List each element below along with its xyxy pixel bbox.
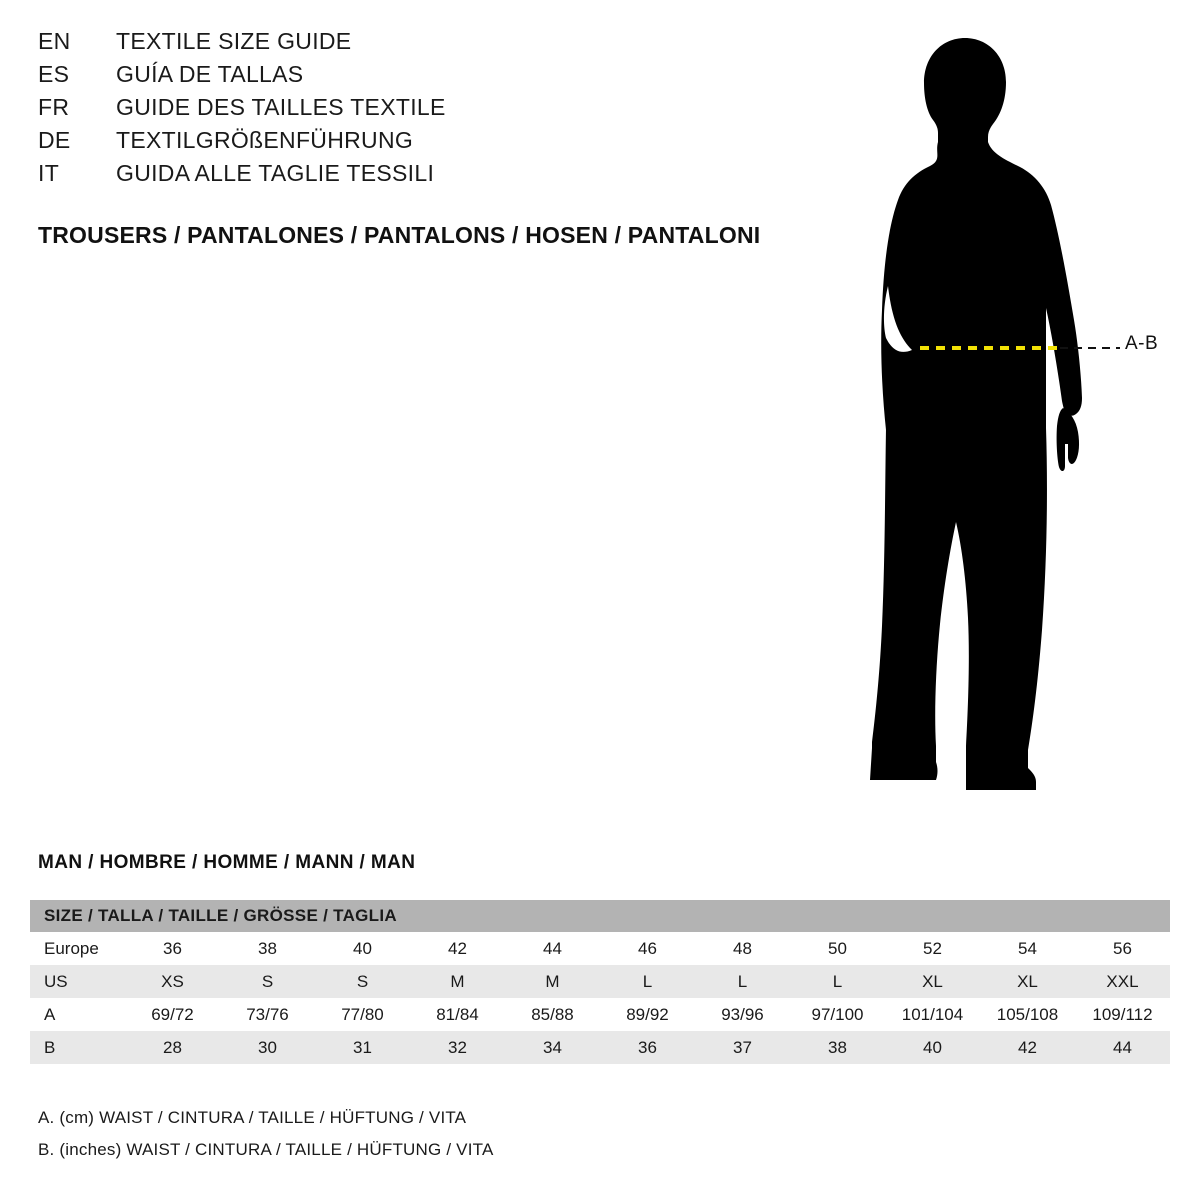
table-cell: M xyxy=(450,971,465,991)
table-cell: 48 xyxy=(733,938,752,958)
table-cell: 46 xyxy=(638,938,657,958)
language-title: TEXTILE SIZE GUIDE xyxy=(116,28,352,54)
table-cell: 77/80 xyxy=(341,1004,384,1024)
table-cell: 40 xyxy=(923,1037,942,1057)
table-cell: S xyxy=(261,971,274,991)
table-cell: L xyxy=(737,971,748,991)
table-header-row xyxy=(30,900,1170,932)
man-silhouette-icon xyxy=(820,20,1200,810)
table-cell: 73/76 xyxy=(246,1004,289,1024)
table-section-title: MAN / HOMBRE / HOMME / MANN / MAN xyxy=(38,852,416,873)
table-row xyxy=(30,1031,1170,1064)
language-row xyxy=(38,61,818,94)
table-cell: L xyxy=(642,971,653,991)
table-cell: 36 xyxy=(638,1037,657,1057)
table-cell: XS xyxy=(161,971,184,991)
language-row xyxy=(38,28,818,61)
size-table xyxy=(30,900,1170,1064)
table-cell: XXL xyxy=(1106,971,1139,991)
table-row xyxy=(30,965,1170,998)
table-cell: S xyxy=(356,971,369,991)
table-cell: 54 xyxy=(1018,938,1037,958)
table-cell: 42 xyxy=(1018,1037,1037,1057)
footnote-b: B. (inches) WAIST / CINTURA / TAILLE / HÜFTUNG / VITA xyxy=(38,1140,494,1159)
table-cell: 42 xyxy=(448,938,467,958)
table-cell: XL xyxy=(922,971,943,991)
row-label: B xyxy=(44,1037,56,1057)
language-code: DE xyxy=(38,127,71,153)
table-cell: 37 xyxy=(733,1037,752,1057)
table-cell: 30 xyxy=(258,1037,277,1057)
garment-type-heading: TROUSERS / PANTALONES / PANTALONS / HOSEN / PANTALONI xyxy=(38,222,761,248)
table-cell: 38 xyxy=(828,1037,847,1057)
row-label: A xyxy=(44,1004,56,1024)
figure-illustration xyxy=(820,20,1200,810)
language-row xyxy=(38,127,818,160)
language-title: TEXTILGRÖßENFÜHRUNG xyxy=(116,127,414,153)
measure-label-ab: A-B xyxy=(1125,333,1159,354)
row-label: Europe xyxy=(44,938,99,958)
table-cell: 44 xyxy=(1113,1037,1132,1057)
language-title: GUIDE DES TAILLES TEXTILE xyxy=(116,94,446,120)
table-cell: 40 xyxy=(353,938,372,958)
language-code: ES xyxy=(38,61,70,87)
table-cell: 50 xyxy=(828,938,847,958)
row-label: US xyxy=(44,971,68,991)
language-title: GUIDA ALLE TAGLIE TESSILI xyxy=(116,160,435,186)
table-row xyxy=(30,998,1170,1031)
table-cell: 93/96 xyxy=(721,1004,764,1024)
language-row xyxy=(38,94,818,127)
table-cell: 101/104 xyxy=(901,1004,964,1024)
table-cell: 31 xyxy=(353,1037,372,1057)
table-cell: L xyxy=(832,971,843,991)
table-cell: XL xyxy=(1017,971,1038,991)
table-cell: M xyxy=(545,971,560,991)
table-cell: 105/108 xyxy=(996,1004,1059,1024)
table-cell: 52 xyxy=(923,938,942,958)
table-cell: 44 xyxy=(543,938,562,958)
table-cell: 89/92 xyxy=(626,1004,669,1024)
language-title: GUÍA DE TALLAS xyxy=(116,61,304,87)
table-row xyxy=(30,932,1170,965)
language-code: EN xyxy=(38,28,71,54)
language-row xyxy=(38,160,818,193)
table-cell: 109/112 xyxy=(1092,1004,1153,1024)
table-cell: 69/72 xyxy=(151,1004,194,1024)
table-cell: 97/100 xyxy=(811,1004,864,1024)
language-list xyxy=(38,28,818,193)
table-header-label: SIZE / TALLA / TAILLE / GRÖSSE / TAGLIA xyxy=(30,900,1170,932)
table-cell: 36 xyxy=(163,938,182,958)
footnotes xyxy=(38,1108,494,1172)
table-cell: 32 xyxy=(448,1037,467,1057)
table-cell: 38 xyxy=(258,938,277,958)
table-cell: 85/88 xyxy=(531,1004,574,1024)
table-cell: 81/84 xyxy=(436,1004,479,1024)
language-code: IT xyxy=(38,160,60,186)
table-cell: 56 xyxy=(1113,938,1132,958)
table-cell: 28 xyxy=(163,1037,182,1057)
footnote-a: A. (cm) WAIST / CINTURA / TAILLE / HÜFTUNG / VITA xyxy=(38,1108,467,1127)
language-code: FR xyxy=(38,94,70,120)
table-cell: 34 xyxy=(543,1037,562,1057)
